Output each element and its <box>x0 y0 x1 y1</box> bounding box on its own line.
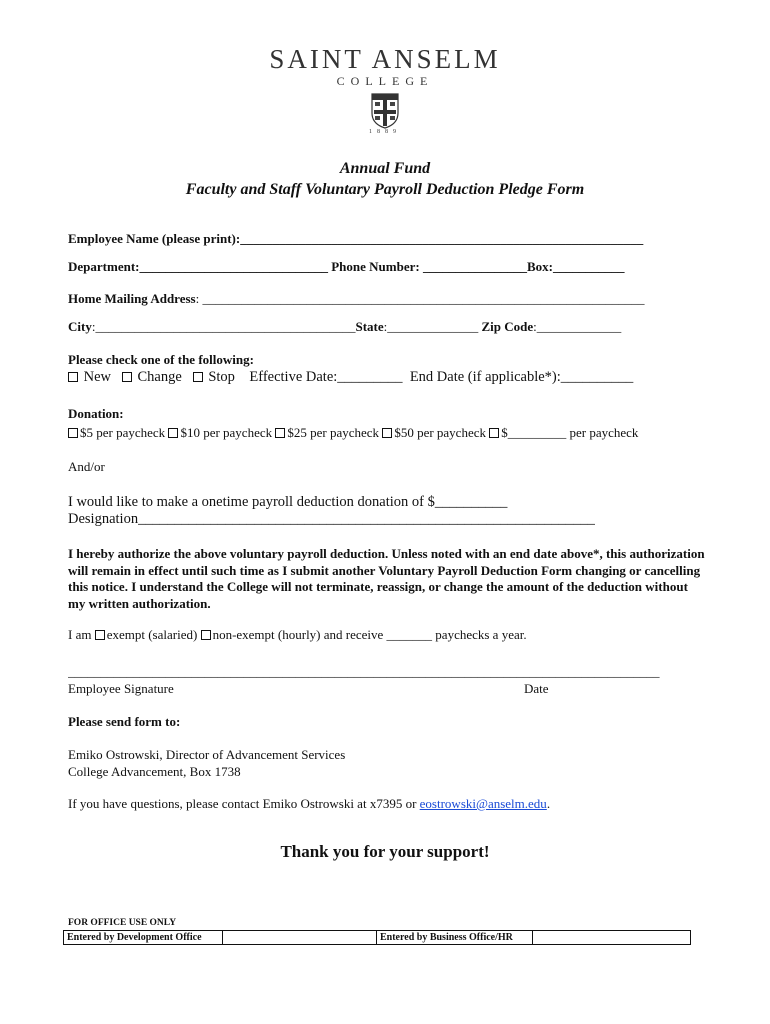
date-label: Date <box>524 681 549 696</box>
college-logo-name: SAINT ANSELM <box>269 44 501 74</box>
donation-other-checkbox[interactable] <box>489 428 499 438</box>
state-field[interactable]: :______________ <box>383 319 479 334</box>
designation-field[interactable]: Designation_______________________________________________________________ <box>68 511 595 527</box>
exempt-checkbox[interactable] <box>95 630 105 640</box>
send-address-line2: College Advancement, Box 1738 <box>68 764 241 779</box>
form-title-line1: Annual Fund <box>339 160 431 177</box>
thank-you-text: Thank you for your support! <box>280 842 490 861</box>
college-logo-subtitle: COLLEGE <box>336 74 434 88</box>
donation-heading: Donation: <box>68 406 124 421</box>
development-office-entry[interactable] <box>223 931 377 944</box>
donation-50-checkbox[interactable] <box>382 428 392 438</box>
questions-prefix: If you have questions, please contact Emiko Ostrowski at x7395 or <box>68 796 420 811</box>
check-heading: Please check one of the following: <box>68 352 254 367</box>
donation-25-checkbox[interactable] <box>275 428 285 438</box>
department-phone-box-row <box>68 259 624 275</box>
donation-options-row <box>68 425 638 441</box>
nonexempt-label[interactable]: non-exempt (hourly) and receive _______ paychecks a year. <box>212 627 527 642</box>
box-field[interactable]: Box:___________ <box>526 259 625 274</box>
questions-text <box>68 796 550 812</box>
email-link[interactable]: eostrowski@anselm.edu <box>419 796 547 811</box>
city-state-zip-row <box>68 319 621 335</box>
donation-other-field[interactable]: $_________ per paycheck <box>501 425 639 440</box>
send-address-line1: Emiko Ostrowski, Director of Advancement Services <box>68 747 346 762</box>
stop-checkbox[interactable] <box>193 372 203 382</box>
office-use-heading: FOR OFFICE USE ONLY <box>68 918 177 928</box>
state-label: State <box>355 319 384 334</box>
end-date-field[interactable]: End Date (if applicable*):__________ <box>409 369 634 385</box>
authorization-paragraph: I hereby authorize the above voluntary payroll deduction. Unless noted with an end date above*, this authorization will remain in effect until such time as I submit another Voluntary Payroll Deduction Form changing or cancelling this notice. I understand the College will not terminate, reassign, or change the amount of the deduction without my written authorization. <box>68 546 705 611</box>
questions-period: . <box>546 796 551 811</box>
college-logo-year: 1889 <box>369 129 401 135</box>
phone-field[interactable]: Phone Number: ________________ <box>327 259 527 274</box>
employee-signature-label: Employee Signature <box>68 681 174 696</box>
signature-line[interactable]: ___________________________________________________________________________________________ <box>68 664 660 679</box>
city-field[interactable]: :________________________________________ <box>91 319 356 334</box>
change-type-row <box>68 369 633 386</box>
home-address-row <box>68 291 644 307</box>
employee-name-field[interactable]: Employee Name (please print):______________________________________________________________ <box>68 231 644 246</box>
donation-5-label: $5 per paycheck <box>80 425 166 440</box>
business-office-entry[interactable] <box>533 931 690 944</box>
employment-status-row <box>68 627 527 643</box>
onetime-donation-field[interactable]: I would like to make a onetime payroll deduction donation of $__________ <box>68 494 508 510</box>
form-title-line2: Faculty and Staff Voluntary Payroll Deduction Pledge Form <box>185 181 585 198</box>
and-or-text: And/or <box>68 459 105 474</box>
status-prefix: I am <box>68 627 95 642</box>
change-label: Change <box>137 369 182 385</box>
donation-5-checkbox[interactable] <box>68 428 78 438</box>
exempt-label: exempt (salaried) <box>106 627 198 642</box>
donation-10-checkbox[interactable] <box>168 428 178 438</box>
stop-label: Stop <box>208 369 235 385</box>
home-address-field[interactable]: : ____________________________________________________________________ <box>195 291 645 306</box>
donation-50-label: $50 per paycheck <box>394 425 486 440</box>
college-crest-icon <box>371 93 399 129</box>
home-address-label: Home Mailing Address <box>68 291 196 306</box>
zip-label: Zip Code <box>478 319 534 334</box>
new-label: New <box>83 369 112 385</box>
development-office-label: Entered by Development Office <box>64 931 223 944</box>
city-label: City <box>68 319 92 334</box>
donation-10-label: $10 per paycheck <box>180 425 273 440</box>
new-checkbox[interactable] <box>68 372 78 382</box>
change-checkbox[interactable] <box>122 372 132 382</box>
donation-25-label: $25 per paycheck <box>287 425 380 440</box>
office-use-table <box>63 930 691 945</box>
zip-field[interactable]: :_____________ <box>533 319 622 334</box>
business-office-label: Entered by Business Office/HR <box>377 931 533 944</box>
send-heading: Please send form to: <box>68 714 181 729</box>
nonexempt-checkbox[interactable] <box>201 630 211 640</box>
department-field[interactable]: Department:_____________________________ <box>68 259 328 274</box>
effective-date-field[interactable]: Effective Date:_________ <box>249 369 403 385</box>
